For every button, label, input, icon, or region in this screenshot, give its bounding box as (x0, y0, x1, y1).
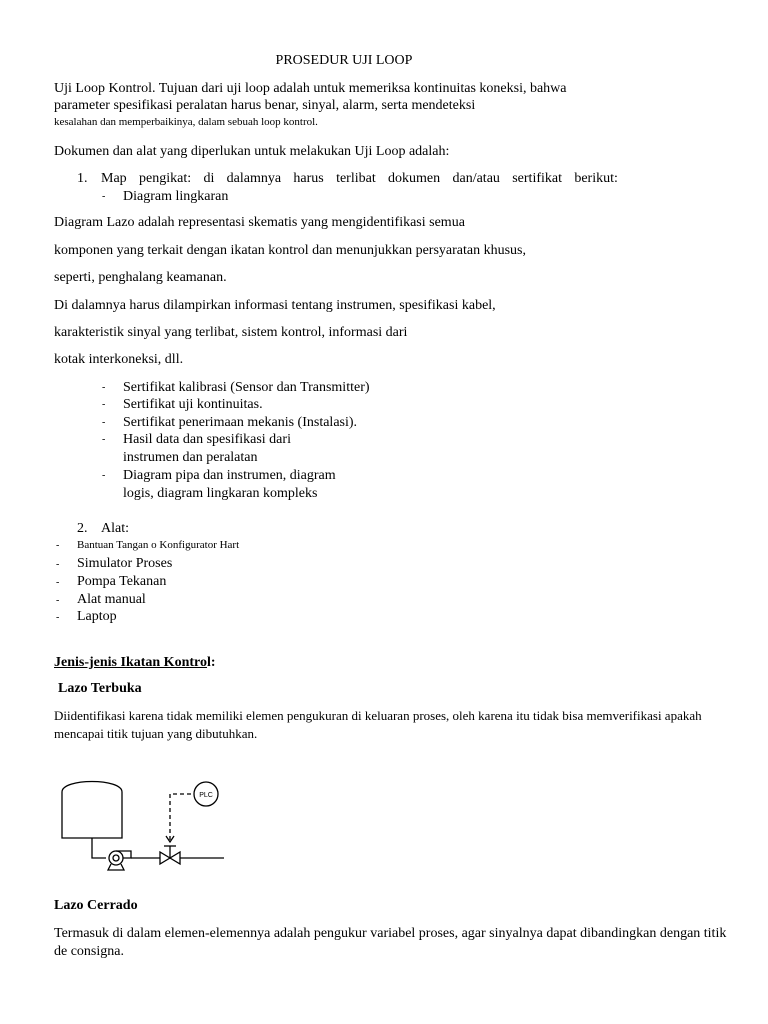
bullet: - (56, 612, 60, 623)
cert-item: Sertifikat kalibrasi (Sensor dan Transmitter) (123, 380, 370, 395)
section-heading-underlined: Jenis-jenis Ikatan Kontro (54, 655, 207, 670)
item-2-label: Alat: (101, 521, 129, 536)
bullet: - (102, 417, 106, 428)
bullet: - (56, 577, 60, 588)
signal-line (170, 794, 194, 840)
tool-item: Bantuan Tangan o Konfigurator Hart (77, 539, 240, 551)
bullet: - (56, 559, 60, 570)
item-1-number: 1. (77, 171, 88, 186)
section-heading-rest: l: (206, 655, 216, 670)
open-loop-text-line-2: mencapai titik tujuan yang dibutuhkan. (54, 726, 258, 741)
intro-line-1: Uji Loop Kontrol. Tujuan dari uji loop adalah untuk memeriksa kontinuitas koneksi, bahwa (54, 81, 567, 96)
tool-item: Pompa Tekanan (77, 574, 167, 589)
item-1-word: harus (293, 171, 324, 186)
tank-shape (62, 782, 122, 839)
item-1-word: dokumen (388, 171, 441, 186)
bullet: - (56, 595, 60, 606)
section-heading (54, 655, 216, 671)
intro-line-2: parameter spesifikasi peralatan harus benar, sinyal, alarm, serta mendeteksi (54, 98, 476, 113)
cert-item: Sertifikat uji kontinuitas. (123, 397, 263, 412)
tool-item: Simulator Proses (77, 556, 173, 571)
lazo-paragraph-line: Di dalamnya harus dilampirkan informasi tentang instrumen, spesifikasi kabel, (54, 298, 496, 313)
bullet: - (102, 382, 106, 393)
item-1-word: pengikat: (139, 171, 192, 186)
bullet: - (56, 540, 60, 551)
lazo-paragraph-line: kotak interkoneksi, dll. (54, 352, 184, 367)
item-1-word: berikut: (574, 171, 618, 186)
closed-loop-heading: Lazo Cerrado (54, 898, 138, 913)
item-1-word: sertifikat (512, 171, 562, 186)
item-1-word: dan/atau (452, 171, 500, 186)
closed-loop-text-line-2: de consigna. (54, 944, 124, 959)
plc-label: PLC (199, 792, 213, 799)
bullet: - (102, 399, 106, 410)
bullet: - (102, 470, 106, 481)
intro-line-3: kesalahan dan memperbaikinya, dalam sebuah loop kontrol. (54, 116, 318, 128)
item-1-text (101, 171, 618, 187)
item-2-number: 2. (77, 521, 88, 536)
cert-item: Diagram pipa dan instrumen, diagram (123, 468, 336, 483)
cert-item-continued: logis, diagram lingkaran kompleks (123, 486, 318, 501)
open-loop-diagram (56, 772, 236, 882)
closed-loop-text-line-1: Termasuk di dalam elemen-elemennya adalah pengukur variabel proses, agar sinyalnya dapat dibandingkan dengan titik (54, 926, 727, 941)
bullet: - (102, 434, 106, 445)
lazo-paragraph-line: Diagram Lazo adalah representasi skematis yang mengidentifikasi semua (54, 215, 465, 230)
tool-item: Alat manual (77, 592, 146, 607)
control-valve-icon (160, 846, 180, 864)
pipe (92, 838, 106, 858)
item-1-word: di (203, 171, 215, 186)
tool-item: Laptop (77, 609, 117, 624)
cert-item: Sertifikat penerimaan mekanis (Instalasi). (123, 415, 358, 430)
docs-intro: Dokumen dan alat yang diperlukan untuk melakukan Uji Loop adalah: (54, 144, 450, 159)
open-loop-text-line-1: Diidentifikasi karena tidak memiliki elemen pengukuran di keluaran proses, oleh karena itu tidak bisa memverifikasi apakah (54, 708, 702, 723)
pump-icon (108, 851, 131, 870)
lazo-paragraph-line: seperti, penghalang keamanan. (54, 270, 227, 285)
item-1-word: Map (101, 171, 127, 186)
item-1-word: terlibat (336, 171, 376, 186)
cert-item-continued: instrumen dan peralatan (123, 450, 258, 465)
cert-item: Hasil data dan spesifikasi dari (123, 432, 291, 447)
lazo-paragraph-line: karakteristik sinyal yang terlibat, sistem kontrol, informasi dari (54, 325, 408, 340)
page-title: PROSEDUR UJI LOOP (275, 53, 413, 68)
item-1-sub: Diagram lingkaran (123, 189, 229, 204)
lazo-paragraph-line: komponen yang terkait dengan ikatan kontrol dan menunjukkan persyaratan khusus, (54, 243, 526, 258)
item-1-word: dalamnya (226, 171, 282, 186)
bullet: - (102, 191, 106, 202)
open-loop-heading: Lazo Terbuka (58, 681, 142, 696)
